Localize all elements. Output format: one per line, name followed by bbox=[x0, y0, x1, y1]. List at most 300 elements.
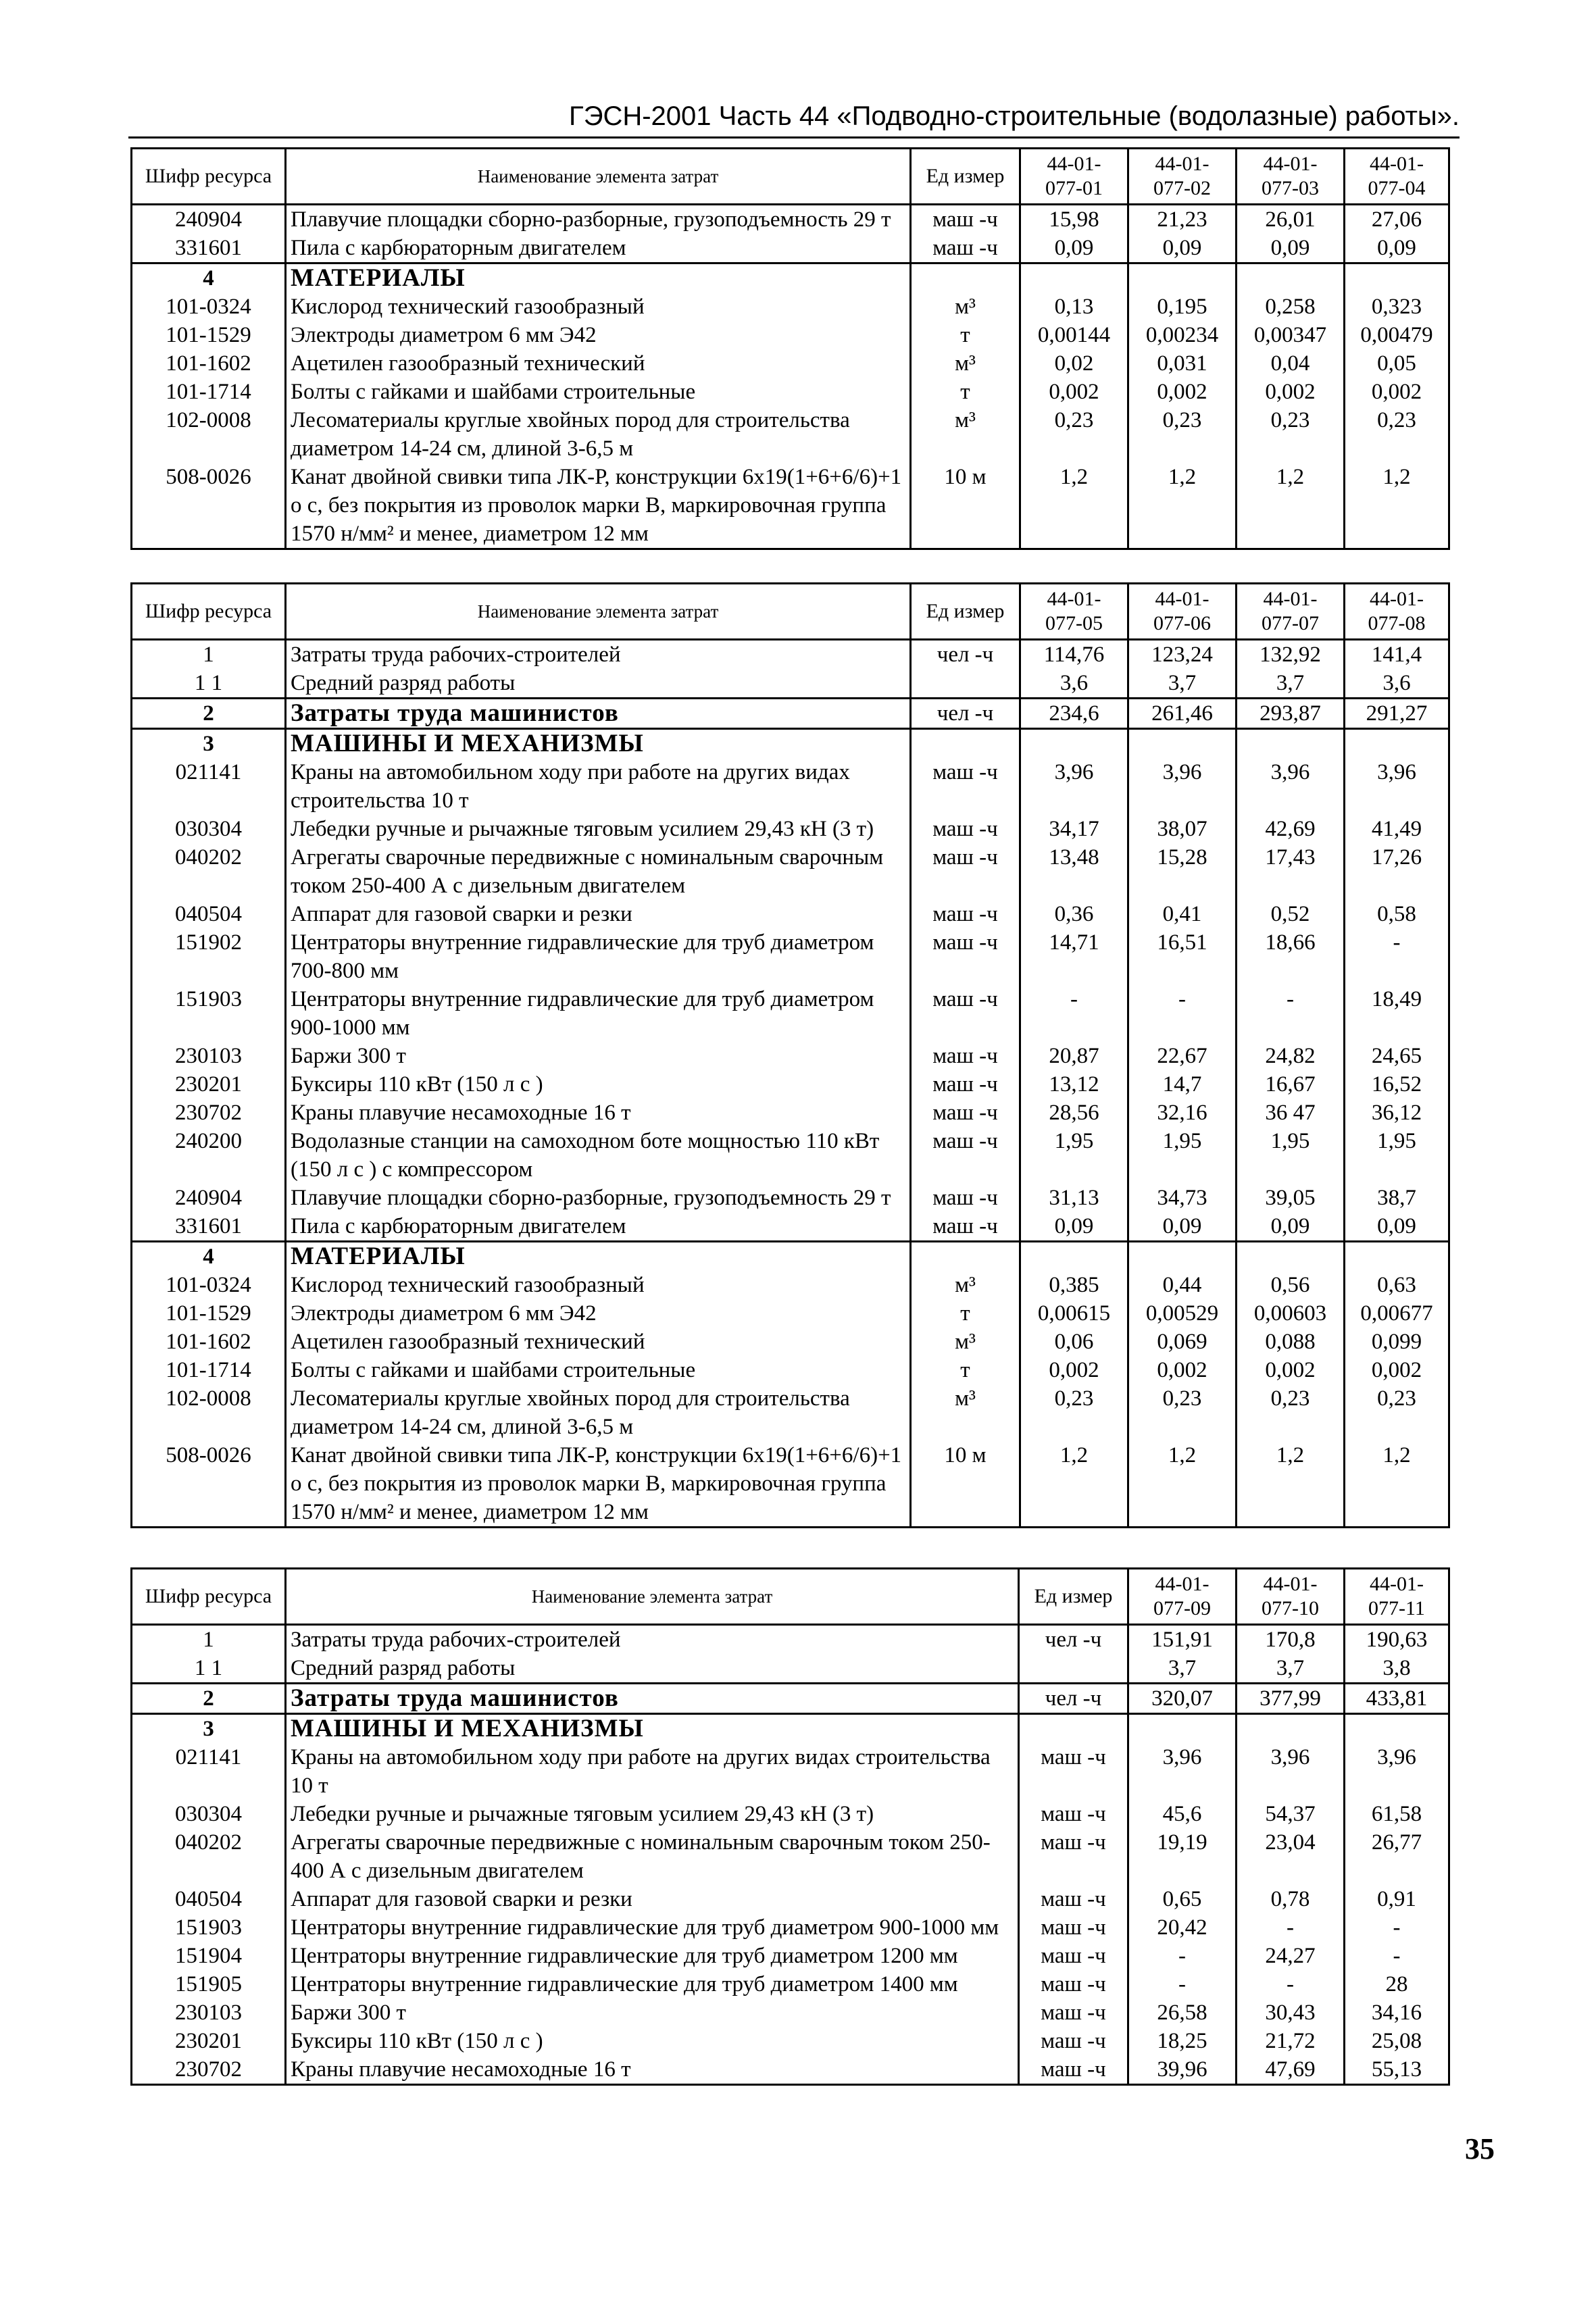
value-cell: 45,6 bbox=[1128, 1800, 1237, 1828]
resource-code: 230201 bbox=[132, 1070, 286, 1099]
value-cell: 1,2 bbox=[1128, 1441, 1237, 1528]
resource-code: 1 bbox=[132, 1625, 286, 1655]
table-row bbox=[132, 205, 1449, 234]
value-cell: 18,49 bbox=[1345, 985, 1449, 1042]
item-name: Лесоматериалы круглые хвойных пород для строительства диаметром 14-24 см, длиной 3-6,5 м bbox=[286, 406, 911, 463]
value-cell: 0,195 bbox=[1128, 293, 1237, 321]
value-cell: 21,72 bbox=[1237, 2027, 1345, 2055]
table-row bbox=[132, 321, 1449, 349]
table-row bbox=[132, 758, 1449, 815]
column-header: 44-01- 077-04 bbox=[1345, 149, 1449, 205]
value-cell: 26,77 bbox=[1345, 1828, 1449, 1885]
table-row bbox=[132, 2027, 1449, 2055]
value-cell: 0,23 bbox=[1345, 1384, 1449, 1441]
value-cell: 141,4 bbox=[1345, 640, 1449, 670]
resource-code: 040202 bbox=[132, 843, 286, 900]
value-cell: 23,04 bbox=[1237, 1828, 1345, 1885]
unit: маш -ч bbox=[911, 928, 1020, 985]
table-row bbox=[132, 1970, 1449, 1998]
unit: т bbox=[911, 1299, 1020, 1328]
table-row bbox=[132, 1099, 1449, 1127]
page-number: 35 bbox=[1465, 2132, 1495, 2165]
resource-code: 2 bbox=[132, 1684, 286, 1714]
unit: маш -ч bbox=[911, 1212, 1020, 1242]
value-cell: 132,92 bbox=[1237, 640, 1345, 670]
section-row bbox=[132, 1242, 1449, 1272]
value-cell: 0,002 bbox=[1345, 1356, 1449, 1384]
table-row bbox=[132, 985, 1449, 1042]
table-row bbox=[132, 1042, 1449, 1070]
value-cell: 38,07 bbox=[1128, 815, 1237, 843]
table-row bbox=[132, 378, 1449, 406]
unit: чел -ч bbox=[911, 699, 1020, 729]
value-cell: 38,7 bbox=[1345, 1184, 1449, 1212]
value-cell: 31,13 bbox=[1020, 1184, 1128, 1212]
table-row bbox=[132, 463, 1449, 549]
value-cell: 0,002 bbox=[1345, 378, 1449, 406]
table-row bbox=[132, 1184, 1449, 1212]
value-cell: 3,7 bbox=[1237, 1654, 1345, 1684]
value-cell: 3,7 bbox=[1128, 669, 1237, 699]
value-cell: 0,13 bbox=[1020, 293, 1128, 321]
item-name: Центраторы внутренние гидравлические для труб диаметром 1200 мм bbox=[286, 1942, 1019, 1970]
resource-code: 240200 bbox=[132, 1127, 286, 1184]
value-cell: 18,66 bbox=[1237, 928, 1345, 985]
value-cell: 34,17 bbox=[1020, 815, 1128, 843]
value-cell: - bbox=[1020, 985, 1128, 1042]
table-row bbox=[132, 1328, 1449, 1356]
item-name: Краны на автомобильном ходу при работе на других видах строительства 10 т bbox=[286, 758, 911, 815]
value-cell: 0,63 bbox=[1345, 1271, 1449, 1299]
value-cell: 20,87 bbox=[1020, 1042, 1128, 1070]
column-header: 44-01- 077-06 bbox=[1128, 584, 1237, 640]
item-name: Затраты труда машинистов bbox=[286, 699, 911, 729]
value-cell: 42,69 bbox=[1237, 815, 1345, 843]
value-cell: 17,26 bbox=[1345, 843, 1449, 900]
value-cell: 3,96 bbox=[1128, 1743, 1237, 1800]
value-cell: 170,8 bbox=[1237, 1625, 1345, 1655]
value-cell: 19,19 bbox=[1128, 1828, 1237, 1885]
unit: маш -ч bbox=[911, 815, 1020, 843]
item-name: Центраторы внутренние гидравлические для труб диаметром 1400 мм bbox=[286, 1970, 1019, 1998]
resource-code: 230702 bbox=[132, 1099, 286, 1127]
value-cell: 0,06 bbox=[1020, 1328, 1128, 1356]
unit: м³ bbox=[911, 1328, 1020, 1356]
table-row bbox=[132, 1998, 1449, 2027]
value-cell: 291,27 bbox=[1345, 699, 1449, 729]
value-cell: 0,36 bbox=[1020, 900, 1128, 928]
table-row bbox=[132, 1942, 1449, 1970]
value-cell: 1,95 bbox=[1128, 1127, 1237, 1184]
value-cell: 1,2 bbox=[1237, 463, 1345, 549]
value-cell: 13,12 bbox=[1020, 1070, 1128, 1099]
value-cell: 0,00603 bbox=[1237, 1299, 1345, 1328]
table-row bbox=[132, 699, 1449, 729]
value-cell: - bbox=[1128, 985, 1237, 1042]
value-cell: 3,6 bbox=[1020, 669, 1128, 699]
unit: маш -ч bbox=[911, 234, 1020, 263]
value-cell bbox=[1020, 1242, 1128, 1272]
table-row bbox=[132, 1684, 1449, 1714]
section-row bbox=[132, 1714, 1449, 1744]
value-cell: 26,01 bbox=[1237, 205, 1345, 234]
item-name: МАШИНЫ И МЕХАНИЗМЫ bbox=[286, 729, 911, 759]
value-cell: 0,78 bbox=[1237, 1885, 1345, 1913]
table-row bbox=[132, 349, 1449, 378]
resource-code: 101-1602 bbox=[132, 1328, 286, 1356]
item-name: МАТЕРИАЛЫ bbox=[286, 263, 911, 293]
value-cell: 0,23 bbox=[1237, 406, 1345, 463]
item-name: Пила с карбюраторным двигателем bbox=[286, 1212, 911, 1242]
value-cell: 0,099 bbox=[1345, 1328, 1449, 1356]
item-name: Кислород технический газообразный bbox=[286, 1271, 911, 1299]
value-cell: 61,58 bbox=[1345, 1800, 1449, 1828]
value-cell: 1,2 bbox=[1237, 1441, 1345, 1528]
column-header: 44-01- 077-05 bbox=[1020, 584, 1128, 640]
value-cell: 1,2 bbox=[1345, 1441, 1449, 1528]
resource-code: 101-1529 bbox=[132, 1299, 286, 1328]
value-cell: 0,09 bbox=[1237, 1212, 1345, 1242]
resource-code: 151905 bbox=[132, 1970, 286, 1998]
value-cell: 15,28 bbox=[1128, 843, 1237, 900]
value-cell: 20,42 bbox=[1128, 1913, 1237, 1942]
value-cell: 16,51 bbox=[1128, 928, 1237, 985]
unit bbox=[1019, 1654, 1128, 1684]
resource-table-3 bbox=[130, 1567, 1450, 2086]
resource-code: 230702 bbox=[132, 2055, 286, 2085]
item-name: Лебедки ручные и рычажные тяговым усилием 29,43 кН (3 т) bbox=[286, 815, 911, 843]
value-cell: 0,323 bbox=[1345, 293, 1449, 321]
column-header: 44-01- 077-10 bbox=[1237, 1569, 1345, 1625]
value-cell: 1,2 bbox=[1128, 463, 1237, 549]
value-cell bbox=[1237, 1714, 1345, 1744]
value-cell: - bbox=[1237, 985, 1345, 1042]
value-cell: 0,23 bbox=[1128, 1384, 1237, 1441]
page-header: ГЭСН-2001 Часть 44 «Подводно-строительные (водолазные) работы». bbox=[128, 100, 1460, 139]
value-cell: 0,05 bbox=[1345, 349, 1449, 378]
resource-code: 102-0008 bbox=[132, 406, 286, 463]
item-name: Канат двойной свивки типа ЛК-Р, конструкции 6х19(1+6+6/6)+1 о с, без покрытия из проволок марки В, маркировочная группа 1570 н/мм² и менее, диаметром 12 мм bbox=[286, 463, 911, 549]
value-cell: 27,06 bbox=[1345, 205, 1449, 234]
resource-code: 030304 bbox=[132, 1800, 286, 1828]
column-header: Шифр ресурса bbox=[132, 149, 286, 205]
value-cell: 34,16 bbox=[1345, 1998, 1449, 2027]
value-cell: 39,05 bbox=[1237, 1184, 1345, 1212]
value-cell: 0,04 bbox=[1237, 349, 1345, 378]
resource-code: 102-0008 bbox=[132, 1384, 286, 1441]
resource-code: 101-0324 bbox=[132, 1271, 286, 1299]
item-name: Лебедки ручные и рычажные тяговым усилием 29,43 кН (3 т) bbox=[286, 1800, 1019, 1828]
value-cell bbox=[1020, 729, 1128, 759]
value-cell: - bbox=[1345, 928, 1449, 985]
resource-code: 021141 bbox=[132, 758, 286, 815]
value-cell: 54,37 bbox=[1237, 1800, 1345, 1828]
item-name: Центраторы внутренние гидравлические для труб диаметром 700-800 мм bbox=[286, 928, 911, 985]
resource-code: 508-0026 bbox=[132, 463, 286, 549]
value-cell: 0,52 bbox=[1237, 900, 1345, 928]
resource-code: 151902 bbox=[132, 928, 286, 985]
value-cell: 0,23 bbox=[1237, 1384, 1345, 1441]
resource-code: 331601 bbox=[132, 1212, 286, 1242]
value-cell: 0,09 bbox=[1345, 234, 1449, 263]
value-cell: 0,41 bbox=[1128, 900, 1237, 928]
item-name: Ацетилен газообразный технический bbox=[286, 349, 911, 378]
value-cell: 0,00144 bbox=[1020, 321, 1128, 349]
value-cell: 3,8 bbox=[1345, 1654, 1449, 1684]
item-name: Средний разряд работы bbox=[286, 669, 911, 699]
resource-code: 151903 bbox=[132, 985, 286, 1042]
value-cell: 0,23 bbox=[1020, 1384, 1128, 1441]
unit bbox=[1019, 1714, 1128, 1744]
value-cell: 14,71 bbox=[1020, 928, 1128, 985]
value-cell: 24,82 bbox=[1237, 1042, 1345, 1070]
resource-code: 1 1 bbox=[132, 669, 286, 699]
item-name: Ацетилен газообразный технический bbox=[286, 1328, 911, 1356]
value-cell bbox=[1345, 1242, 1449, 1272]
value-cell: 24,65 bbox=[1345, 1042, 1449, 1070]
value-cell: 0,00234 bbox=[1128, 321, 1237, 349]
table-row bbox=[132, 1070, 1449, 1099]
value-cell: - bbox=[1237, 1913, 1345, 1942]
column-header: 44-01- 077-02 bbox=[1128, 149, 1237, 205]
value-cell bbox=[1128, 1714, 1237, 1744]
table-row bbox=[132, 1625, 1449, 1655]
unit: маш -ч bbox=[911, 758, 1020, 815]
resource-code: 240904 bbox=[132, 205, 286, 234]
table-row bbox=[132, 1800, 1449, 1828]
item-name: Краны на автомобильном ходу при работе на других видах строительства 10 т bbox=[286, 1743, 1019, 1800]
table-row bbox=[132, 1127, 1449, 1184]
table-row bbox=[132, 640, 1449, 670]
value-cell: 0,002 bbox=[1237, 378, 1345, 406]
resource-code: 508-0026 bbox=[132, 1441, 286, 1528]
value-cell: 55,13 bbox=[1345, 2055, 1449, 2085]
resource-code: 040504 bbox=[132, 900, 286, 928]
item-name: Плавучие площадки сборно-разборные, грузоподъемность 29 т bbox=[286, 205, 911, 234]
column-header: 44-01- 077-08 bbox=[1345, 584, 1449, 640]
value-cell: 151,91 bbox=[1128, 1625, 1237, 1655]
column-header: Ед измер bbox=[911, 149, 1020, 205]
resource-code: 030304 bbox=[132, 815, 286, 843]
table-row bbox=[132, 843, 1449, 900]
value-cell: 3,7 bbox=[1237, 669, 1345, 699]
table-row bbox=[132, 1441, 1449, 1528]
value-cell: 320,07 bbox=[1128, 1684, 1237, 1714]
unit: м³ bbox=[911, 349, 1020, 378]
column-header: Наименование элемента затрат bbox=[286, 149, 911, 205]
value-cell: 41,49 bbox=[1345, 815, 1449, 843]
unit: чел -ч bbox=[1019, 1684, 1128, 1714]
table-row bbox=[132, 1828, 1449, 1885]
value-cell: 18,25 bbox=[1128, 2027, 1237, 2055]
unit: маш -ч bbox=[911, 1042, 1020, 1070]
resource-code: 101-1602 bbox=[132, 349, 286, 378]
value-cell: 3,96 bbox=[1345, 1743, 1449, 1800]
unit: маш -ч bbox=[1019, 1913, 1128, 1942]
value-cell bbox=[1237, 729, 1345, 759]
value-cell: 3,96 bbox=[1345, 758, 1449, 815]
value-cell: 114,76 bbox=[1020, 640, 1128, 670]
value-cell: 1,2 bbox=[1345, 463, 1449, 549]
section-row bbox=[132, 263, 1449, 293]
item-name: МАШИНЫ И МЕХАНИЗМЫ bbox=[286, 1714, 1019, 1744]
value-cell bbox=[1345, 263, 1449, 293]
value-cell bbox=[1128, 263, 1237, 293]
item-name: Средний разряд работы bbox=[286, 1654, 1019, 1684]
table-row bbox=[132, 815, 1449, 843]
value-cell: 21,23 bbox=[1128, 205, 1237, 234]
value-cell: 0,031 bbox=[1128, 349, 1237, 378]
value-cell: 0,56 bbox=[1237, 1271, 1345, 1299]
resource-code: 230103 bbox=[132, 1998, 286, 2027]
table-row bbox=[132, 2055, 1449, 2085]
item-name: Пила с карбюраторным двигателем bbox=[286, 234, 911, 263]
item-name: Буксиры 110 кВт (150 л с ) bbox=[286, 2027, 1019, 2055]
value-cell: - bbox=[1128, 1970, 1237, 1998]
resource-code: 331601 bbox=[132, 234, 286, 263]
value-cell: 47,69 bbox=[1237, 2055, 1345, 2085]
item-name: Центраторы внутренние гидравлические для труб диаметром 900-1000 мм bbox=[286, 985, 911, 1042]
value-cell: 1,95 bbox=[1020, 1127, 1128, 1184]
unit: чел -ч bbox=[911, 640, 1020, 670]
table-row bbox=[132, 234, 1449, 263]
unit bbox=[911, 669, 1020, 699]
unit: маш -ч bbox=[911, 1070, 1020, 1099]
value-cell: 0,23 bbox=[1345, 406, 1449, 463]
value-cell: 0,44 bbox=[1128, 1271, 1237, 1299]
unit: м³ bbox=[911, 406, 1020, 463]
resource-code: 230201 bbox=[132, 2027, 286, 2055]
value-cell: 16,52 bbox=[1345, 1070, 1449, 1099]
value-cell: 1,2 bbox=[1020, 1441, 1128, 1528]
value-cell: 234,6 bbox=[1020, 699, 1128, 729]
value-cell: 0,09 bbox=[1128, 1212, 1237, 1242]
resource-code: 240904 bbox=[132, 1184, 286, 1212]
resource-code: 2 bbox=[132, 699, 286, 729]
value-cell: 261,46 bbox=[1128, 699, 1237, 729]
column-header: 44-01- 077-09 bbox=[1128, 1569, 1237, 1625]
value-cell bbox=[1128, 1242, 1237, 1272]
resource-code: 1 1 bbox=[132, 1654, 286, 1684]
resource-code: 1 bbox=[132, 640, 286, 670]
unit: маш -ч bbox=[1019, 2055, 1128, 2085]
item-name: Канат двойной свивки типа ЛК-Р, конструкции 6х19(1+6+6/6)+1 о с, без покрытия из проволок марки В, маркировочная группа 1570 н/мм² и менее, диаметром 12 мм bbox=[286, 1441, 911, 1528]
value-cell: 13,48 bbox=[1020, 843, 1128, 900]
value-cell bbox=[1237, 263, 1345, 293]
value-cell: 0,02 bbox=[1020, 349, 1128, 378]
value-cell: 0,002 bbox=[1020, 378, 1128, 406]
unit bbox=[911, 263, 1020, 293]
value-cell: 0,09 bbox=[1020, 234, 1128, 263]
table-row bbox=[132, 900, 1449, 928]
unit: маш -ч bbox=[911, 985, 1020, 1042]
value-cell bbox=[1128, 729, 1237, 759]
value-cell: 25,08 bbox=[1345, 2027, 1449, 2055]
resource-code: 101-1714 bbox=[132, 378, 286, 406]
value-cell: 28 bbox=[1345, 1970, 1449, 1998]
value-cell bbox=[1237, 1242, 1345, 1272]
value-cell: 24,27 bbox=[1237, 1942, 1345, 1970]
value-cell: 293,87 bbox=[1237, 699, 1345, 729]
value-cell: 0,09 bbox=[1020, 1212, 1128, 1242]
unit: маш -ч bbox=[1019, 1998, 1128, 2027]
resource-table-2 bbox=[130, 582, 1450, 1528]
value-cell: 0,00347 bbox=[1237, 321, 1345, 349]
item-name: Краны плавучие несамоходные 16 т bbox=[286, 2055, 1019, 2085]
unit: маш -ч bbox=[911, 1184, 1020, 1212]
unit: маш -ч bbox=[911, 843, 1020, 900]
value-cell: 377,99 bbox=[1237, 1684, 1345, 1714]
resource-code: 040504 bbox=[132, 1885, 286, 1913]
item-name: Краны плавучие несамоходные 16 т bbox=[286, 1099, 911, 1127]
column-header: Наименование элемента затрат bbox=[286, 584, 911, 640]
column-header: Ед измер bbox=[1019, 1569, 1128, 1625]
value-cell: 0,09 bbox=[1128, 234, 1237, 263]
value-cell: 0,002 bbox=[1237, 1356, 1345, 1384]
unit: маш -ч bbox=[1019, 1828, 1128, 1885]
value-cell: 0,258 bbox=[1237, 293, 1345, 321]
value-cell: - bbox=[1345, 1913, 1449, 1942]
resource-code: 101-0324 bbox=[132, 293, 286, 321]
value-cell: 0,002 bbox=[1128, 378, 1237, 406]
value-cell: - bbox=[1345, 1942, 1449, 1970]
value-cell: 36,12 bbox=[1345, 1099, 1449, 1127]
table-row bbox=[132, 1212, 1449, 1242]
unit: м³ bbox=[911, 293, 1020, 321]
value-cell: 26,58 bbox=[1128, 1998, 1237, 2027]
value-cell: 0,385 bbox=[1020, 1271, 1128, 1299]
item-name: Аппарат для газовой сварки и резки bbox=[286, 900, 911, 928]
table-row bbox=[132, 669, 1449, 699]
unit: маш -ч bbox=[1019, 1885, 1128, 1913]
item-name: Кислород технический газообразный bbox=[286, 293, 911, 321]
unit: маш -ч bbox=[1019, 1970, 1128, 1998]
item-name: Электроды диаметром 6 мм Э42 bbox=[286, 1299, 911, 1328]
item-name: Затраты труда машинистов bbox=[286, 1684, 1019, 1714]
value-cell: 3,96 bbox=[1128, 758, 1237, 815]
resource-code: 151903 bbox=[132, 1913, 286, 1942]
table-row bbox=[132, 1299, 1449, 1328]
table-row bbox=[132, 1356, 1449, 1384]
value-cell: 433,81 bbox=[1345, 1684, 1449, 1714]
table-row bbox=[132, 406, 1449, 463]
value-cell: 22,67 bbox=[1128, 1042, 1237, 1070]
value-cell: 0,069 bbox=[1128, 1328, 1237, 1356]
item-name: Электроды диаметром 6 мм Э42 bbox=[286, 321, 911, 349]
resource-code: 3 bbox=[132, 729, 286, 759]
unit: т bbox=[911, 378, 1020, 406]
value-cell bbox=[1345, 1714, 1449, 1744]
table-row bbox=[132, 1271, 1449, 1299]
column-header: 44-01- 077-07 bbox=[1237, 584, 1345, 640]
unit: маш -ч bbox=[911, 900, 1020, 928]
value-cell: - bbox=[1128, 1942, 1237, 1970]
value-cell: 0,65 bbox=[1128, 1885, 1237, 1913]
item-name: Центраторы внутренние гидравлические для труб диаметром 900-1000 мм bbox=[286, 1913, 1019, 1942]
item-name: Плавучие площадки сборно-разборные, грузоподъемность 29 т bbox=[286, 1184, 911, 1212]
unit: маш -ч bbox=[1019, 1942, 1128, 1970]
value-cell: 123,24 bbox=[1128, 640, 1237, 670]
unit: т bbox=[911, 321, 1020, 349]
unit: т bbox=[911, 1356, 1020, 1384]
item-name: Водолазные станции на самоходном боте мощностью 110 кВт (150 л с ) с компрессором bbox=[286, 1127, 911, 1184]
column-header: 44-01- 077-03 bbox=[1237, 149, 1345, 205]
item-name: Буксиры 110 кВт (150 л с ) bbox=[286, 1070, 911, 1099]
resource-code: 4 bbox=[132, 1242, 286, 1272]
column-header: 44-01- 077-01 bbox=[1020, 149, 1128, 205]
value-cell: 0,23 bbox=[1128, 406, 1237, 463]
value-cell: 3,96 bbox=[1237, 1743, 1345, 1800]
